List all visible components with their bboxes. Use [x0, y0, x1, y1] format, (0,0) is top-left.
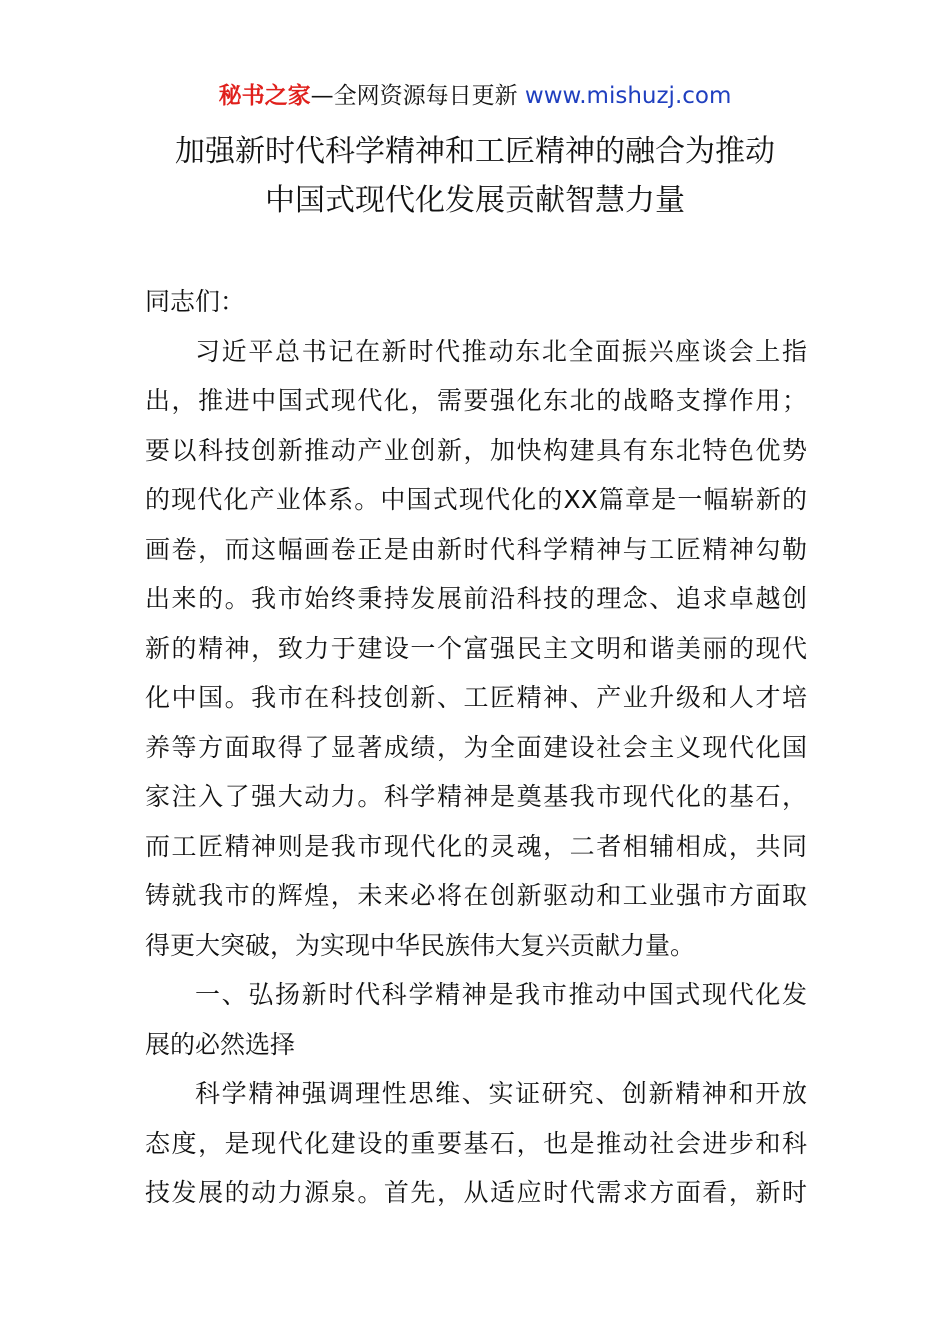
section-heading-1: [145, 970, 807, 1069]
paragraph-line: 习近平总书记在新时代推动东北全面振兴座谈会上指: [195, 336, 807, 366]
paragraph-line: 出，推进中国式现代化，需要强化东北的战略支撑作用；: [145, 386, 807, 415]
paragraph-1: [145, 327, 807, 971]
paragraph-line: 技发展的动力源泉。首先，从适应时代需求方面看，新时: [145, 1178, 807, 1207]
paragraph-line: 的现代化产业体系。中国式现代化的XX篇章是一幅崭新的: [145, 485, 807, 514]
paragraph-line: 画卷，而这幅画卷正是由新时代科学精神与工匠精神勾勒: [145, 534, 807, 564]
paragraph-line: 要以科技创新推动产业创新，加快构建具有东北特色优势: [145, 435, 807, 465]
salutation: 同志们：: [145, 287, 246, 316]
paragraph-line: 铸就我市的辉煌，未来必将在创新驱动和工业强市方面取: [145, 881, 807, 910]
heading-line: 展的必然选择: [145, 1029, 296, 1059]
paragraph-line: 化中国。我市在科技创新、工匠精神、产业升级和人才培: [145, 683, 807, 712]
title-line-2: 中国式现代化发展贡献智慧力量: [265, 183, 685, 218]
paragraph-line: 而工匠精神则是我市现代化的灵魂，二者相辅相成，共同: [145, 831, 807, 861]
document-body: [145, 277, 807, 1218]
document-title: [0, 127, 950, 225]
paragraph-line: 养等方面取得了显著成绩，为全面建设社会主义现代化国: [145, 732, 807, 762]
paragraph-2: [145, 1069, 807, 1218]
brand-name: 秘书之家: [218, 83, 311, 109]
title-line-1: 加强新时代科学精神和工匠精神的融合为推动: [175, 134, 775, 169]
paragraph-line: 得更大突破，为实现中华民族伟大复兴贡献力量。: [145, 930, 696, 960]
paragraph-line: 家注入了强大动力。科学精神是奠基我市现代化的基石，: [145, 782, 807, 811]
paragraph-line: 出来的。我市始终秉持发展前沿科技的理念、追求卓越创: [145, 584, 807, 613]
paragraph-line: 新的精神，致力于建设一个富强民主文明和谐美丽的现代: [145, 633, 807, 663]
paragraph-line: 科学精神强调理性思维、实证研究、创新精神和开放: [195, 1079, 807, 1108]
site-header: [0, 80, 950, 112]
heading-line: 一、弘扬新时代科学精神是我市推动中国式现代化发: [195, 980, 807, 1009]
paragraph-line: 态度，是现代化建设的重要基石，也是推动社会进步和科: [145, 1128, 807, 1158]
site-tagline: —全网资源每日更新: [310, 83, 525, 109]
site-url-link[interactable]: www.mishuzj.com: [524, 83, 732, 109]
